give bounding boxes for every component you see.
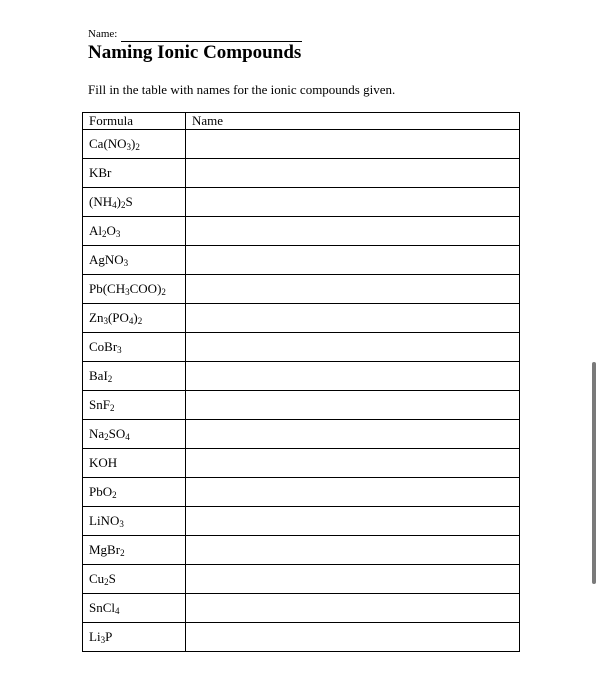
- table-row: [83, 507, 520, 536]
- formula-part: 2: [120, 548, 125, 558]
- formula-part: SnF: [89, 397, 110, 412]
- formula-part: 4: [115, 606, 120, 616]
- name-answer-cell[interactable]: [186, 507, 520, 536]
- table-row: [83, 623, 520, 652]
- formula-cell: [83, 449, 186, 478]
- name-column-header: Name: [186, 113, 520, 130]
- formula-cell: [83, 217, 186, 246]
- name-answer-cell[interactable]: [186, 217, 520, 246]
- name-answer-cell[interactable]: [186, 159, 520, 188]
- formula-part: Cu: [89, 571, 105, 586]
- formula-part: SO: [108, 426, 126, 441]
- formula-part: 2: [137, 316, 143, 326]
- compounds-table: [82, 112, 520, 652]
- formula-part: S: [125, 194, 133, 209]
- formula-part: Al: [89, 223, 102, 238]
- formula-part: PbO: [89, 484, 113, 499]
- name-answer-cell[interactable]: [186, 478, 520, 507]
- table-row: [83, 275, 520, 304]
- formula-part: Pb(CH: [89, 281, 126, 296]
- name-answer-cell[interactable]: [186, 449, 520, 478]
- formula-cell: [83, 362, 186, 391]
- formula-part: BaI: [89, 368, 108, 383]
- page-title: Naming Ionic Compounds: [88, 42, 302, 63]
- formula-part: Zn: [89, 310, 104, 325]
- formula-part: 4: [112, 200, 117, 210]
- formula-cell: [83, 391, 186, 420]
- formula-part: 2: [104, 577, 109, 587]
- formula-cell: [83, 478, 186, 507]
- formula-part: O: [106, 223, 116, 238]
- formula-cell: [83, 159, 186, 188]
- formula-part: CoBr: [89, 339, 118, 354]
- vertical-scrollbar[interactable]: [592, 362, 596, 584]
- formula-part: 4: [128, 316, 134, 326]
- table-row: [83, 217, 520, 246]
- formula-cell: [83, 188, 186, 217]
- formula-part: 2: [120, 200, 126, 210]
- formula-part: MgBr: [89, 542, 121, 557]
- name-answer-cell[interactable]: [186, 362, 520, 391]
- table-row: [83, 536, 520, 565]
- table-row: [83, 130, 520, 159]
- formula-part: 2: [107, 374, 113, 384]
- formula-part: 2: [102, 229, 107, 239]
- formula-part: 3: [100, 635, 106, 645]
- formula-part: 3: [117, 345, 122, 355]
- formula-part: S: [108, 571, 116, 586]
- table-row: [83, 449, 520, 478]
- formula-part: KOH: [89, 455, 118, 470]
- formula-part: 4: [125, 432, 130, 442]
- formula-part: COO): [129, 281, 162, 296]
- table-row: [83, 246, 520, 275]
- formula-cell: [83, 304, 186, 333]
- table-row: [83, 565, 520, 594]
- name-answer-cell[interactable]: [186, 420, 520, 449]
- formula-cell: [83, 594, 186, 623]
- name-answer-cell[interactable]: [186, 594, 520, 623]
- formula-part: 2: [135, 142, 140, 152]
- formula-cell: [83, 246, 186, 275]
- formula-part: Li: [89, 629, 101, 644]
- formula-part: Ca(NO: [89, 136, 127, 151]
- formula-part: 2: [104, 432, 109, 442]
- formula-part: 3: [126, 142, 132, 152]
- formula-cell: [83, 565, 186, 594]
- formula-part: ): [131, 136, 136, 151]
- name-answer-cell[interactable]: [186, 565, 520, 594]
- formula-part: KBr: [89, 165, 112, 180]
- table-header-row: [83, 113, 520, 130]
- name-answer-cell[interactable]: [186, 188, 520, 217]
- name-answer-cell[interactable]: [186, 246, 520, 275]
- table-row: [83, 304, 520, 333]
- formula-part: 3: [119, 519, 124, 529]
- table-row: [83, 333, 520, 362]
- formula-cell: [83, 130, 186, 159]
- table-row: [83, 159, 520, 188]
- table-row: [83, 362, 520, 391]
- table-row: [83, 594, 520, 623]
- formula-part: P: [105, 629, 113, 644]
- formula-part: LiNO: [89, 513, 120, 528]
- formula-part: (PO: [107, 310, 129, 325]
- table-row: [83, 391, 520, 420]
- formula-part: Na: [89, 426, 105, 441]
- instructions: Fill in the table with names for the ionic compounds given.: [88, 82, 396, 97]
- name-answer-cell[interactable]: [186, 130, 520, 159]
- name-answer-cell[interactable]: [186, 304, 520, 333]
- formula-part: 2: [109, 403, 115, 413]
- name-answer-cell[interactable]: [186, 536, 520, 565]
- formula-cell: [83, 536, 186, 565]
- name-answer-cell[interactable]: [186, 333, 520, 362]
- formula-part: 3: [125, 287, 130, 297]
- name-answer-cell[interactable]: [186, 391, 520, 420]
- formula-part: 3: [103, 316, 108, 326]
- formula-column-header: Formula: [83, 113, 186, 130]
- formula-cell: [83, 333, 186, 362]
- formula-cell: [83, 275, 186, 304]
- formula-cell: [83, 420, 186, 449]
- formula-cell: [83, 623, 186, 652]
- formula-part: 2: [112, 490, 117, 500]
- formula-part: 2: [161, 287, 166, 297]
- formula-part: ): [116, 194, 121, 209]
- name-answer-cell[interactable]: [186, 623, 520, 652]
- formula-part: 3: [115, 229, 121, 239]
- table-row: [83, 478, 520, 507]
- formula-part: 3: [123, 258, 129, 268]
- formula-part: SnCl: [89, 600, 116, 615]
- formula-part: AgNO: [89, 252, 124, 267]
- table-row: [83, 188, 520, 217]
- formula-part: (NH: [89, 194, 113, 209]
- name-answer-cell[interactable]: [186, 275, 520, 304]
- formula-cell: [83, 507, 186, 536]
- formula-part: ): [133, 310, 138, 325]
- table-row: [83, 420, 520, 449]
- name-label: Name:: [88, 28, 118, 40]
